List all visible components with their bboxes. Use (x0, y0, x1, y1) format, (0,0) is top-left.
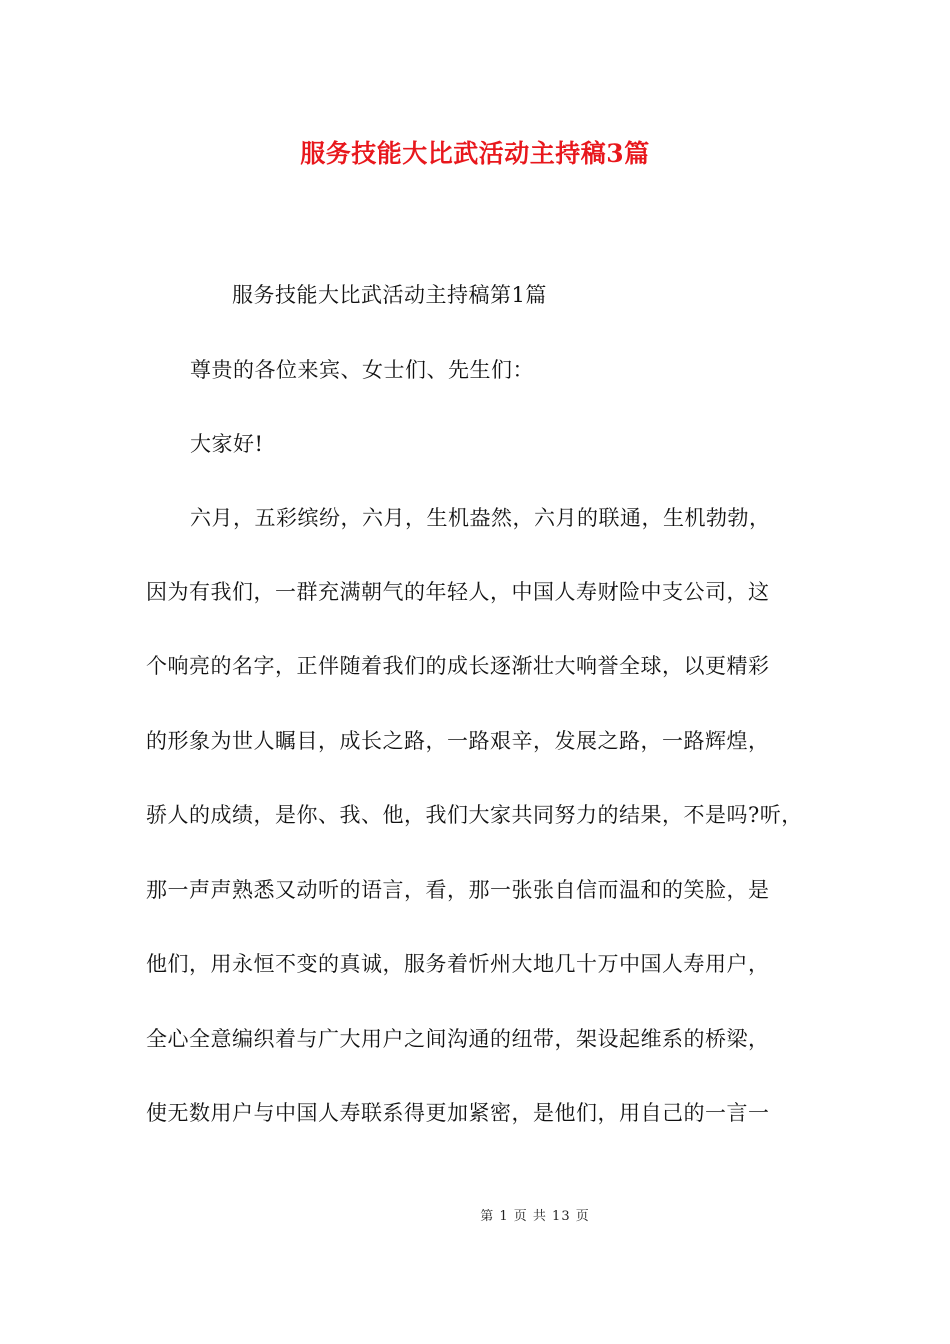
body-line: 他们，用永恒不变的真诚，服务着忻州大地几十万中国人寿用户， (146, 952, 770, 976)
document-title: 服务技能大比武活动主持稿3篇 (300, 139, 650, 168)
section-heading: 服务技能大比武活动主持稿第1篇 (232, 283, 547, 307)
body-line: 个响亮的名字，正伴随着我们的成长逐渐壮大响誉全球，以更精彩 (146, 654, 770, 678)
body-line: 使无数用户与中国人寿联系得更加紧密，是他们，用自己的一言一 (146, 1101, 770, 1125)
greeting-line: 尊贵的各位来宾、女士们、先生们： (190, 358, 534, 382)
body-line: 全心全意编织着与广大用户之间沟通的纽带，架设起维系的桥梁， (146, 1027, 770, 1051)
hello-line: 大家好! (190, 432, 264, 456)
body-line: 因为有我们，一群充满朝气的年轻人，中国人寿财险中支公司，这 (146, 580, 770, 604)
body-line: 骄人的成绩，是你、我、他，我们大家共同努力的结果，不是吗?听， (146, 803, 803, 827)
body-line: 的形象为世人瞩目，成长之路，一路艰辛，发展之路，一路辉煌， (146, 729, 770, 753)
page-number: 第 1 页 共 13 页 (480, 1209, 590, 1224)
body-line: 那一声声熟悉又动听的语言，看，那一张张自信而温和的笑脸，是 (146, 878, 770, 902)
body-line: 六月，五彩缤纷，六月，生机盎然，六月的联通，生机勃勃， (190, 506, 771, 530)
